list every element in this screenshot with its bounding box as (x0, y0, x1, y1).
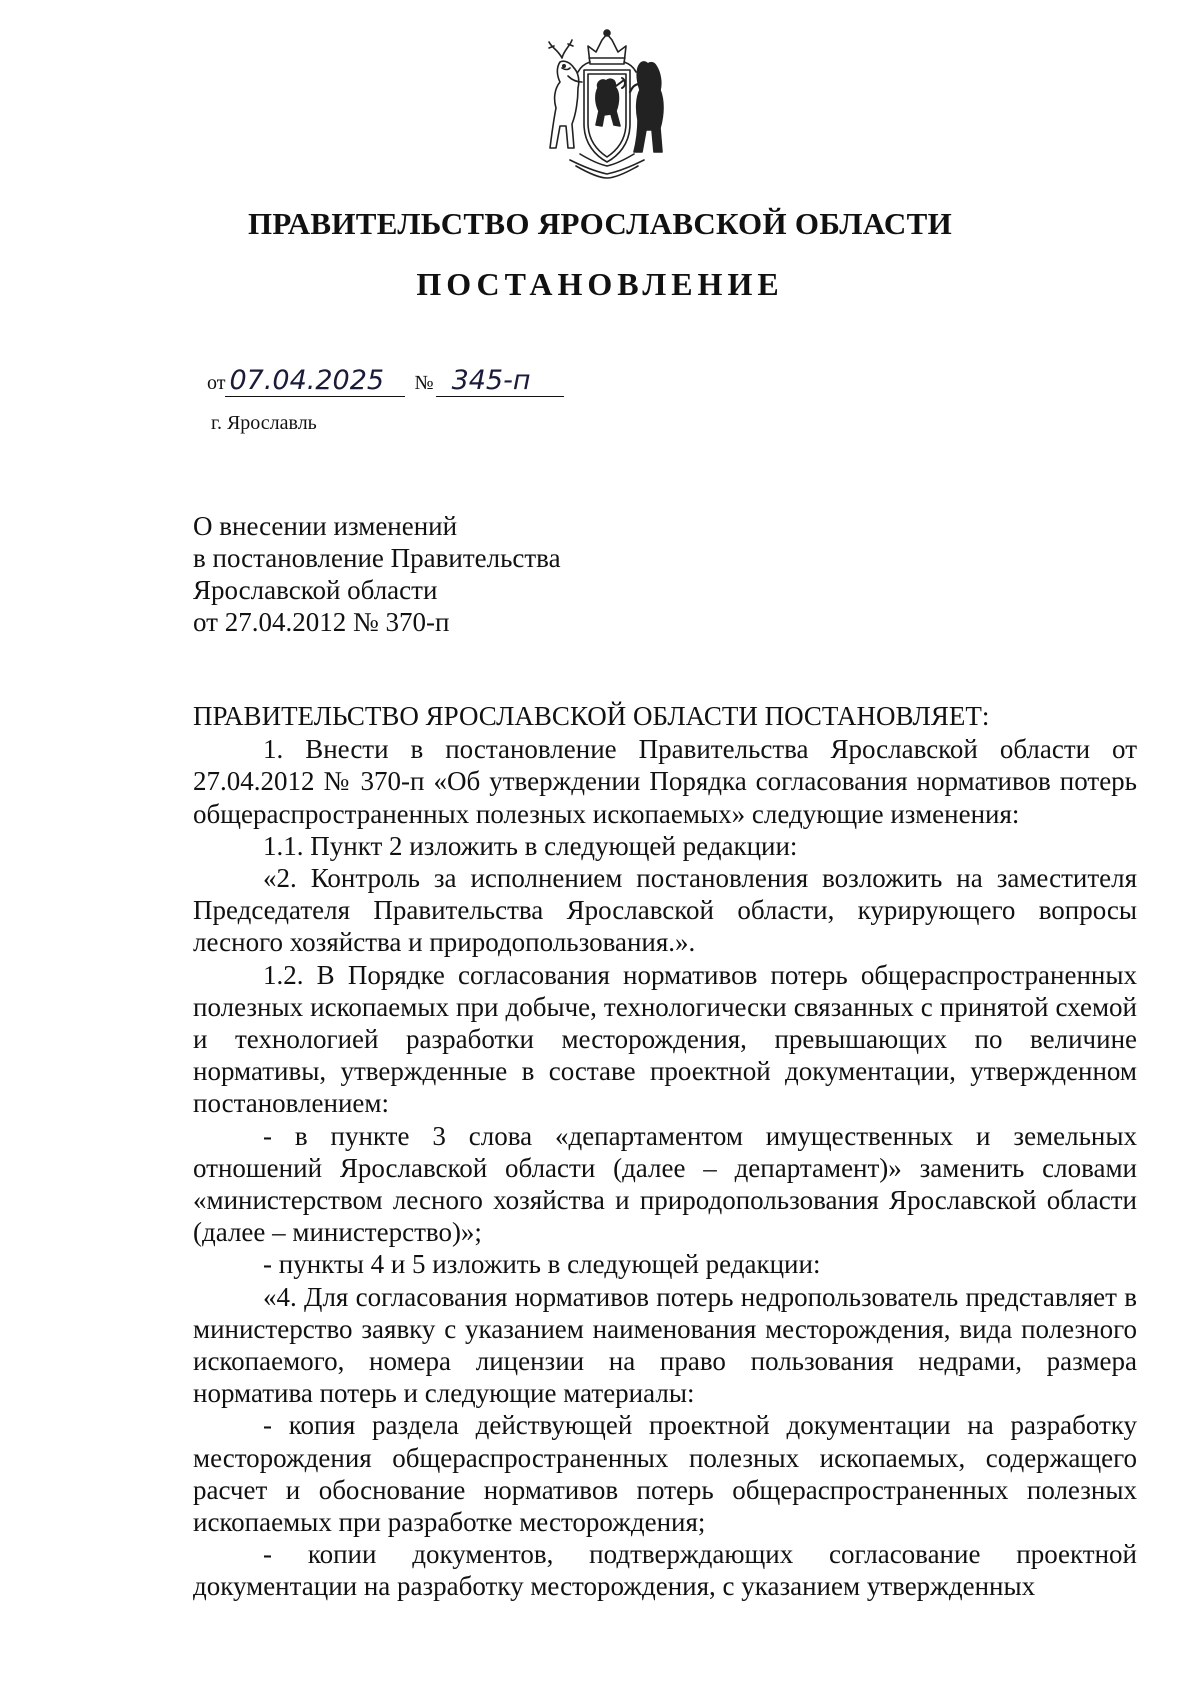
yaroslavl-coat-of-arms-icon (540, 28, 675, 180)
body-paragraph: «2. Контроль за исполнением постановления возложить на заместителя Председателя Правительства Ярославской области, курирующего вопросы лесного хозяйства и природопользования.». (193, 863, 1137, 958)
registration-line (207, 366, 564, 397)
subject-line: О внесении изменений (193, 511, 458, 541)
resolution-body (193, 700, 1137, 1603)
date-value-handwritten: 07.04.2025 (225, 366, 405, 397)
organization-title: ПРАВИТЕЛЬСТВО ЯРОСЛАВСКОЙ ОБЛАСТИ (248, 206, 952, 241)
subject-line: Ярославской области (193, 575, 438, 605)
body-paragraph: - копии документов, подтверждающих согласование проектной документации на разработку месторождения, с указанием утвержденных (193, 1539, 1137, 1602)
body-paragraph: 1. Внести в постановление Правительства Ярославской области от 27.04.2012 № 370-п «Об утверждении Порядка согласования нормативов потерь общераспространенных полезных ископаемых» следующие изменения: (193, 734, 1137, 829)
body-paragraph: - в пункте 3 слова «департаментом имущественных и земельных отношений Ярославской области (далее – департамент)» заменить словами «министерством лесного хозяйства и природопользования Ярославской области (далее – министерство)»; (193, 1120, 1137, 1248)
city-label: г. Ярославль (211, 412, 317, 434)
body-paragraph: - пункты 4 и 5 изложить в следующей редакции: (263, 1249, 821, 1280)
body-paragraph: «4. Для согласования нормативов потерь недропользователь представляет в министерство заявку с указанием наименования месторождения, вида полезного ископаемого, номера лицензии на право пользования недрами, размера норматива потерь и следующие материалы: (193, 1281, 1137, 1409)
body-paragraph: - копия раздела действующей проектной документации на разработку месторождения общераспространенных полезных ископаемых, содержащего расчет и обоснование нормативов потерь общераспространенных полезных ископаемых при разработке месторождения; (193, 1410, 1137, 1538)
document-subject (193, 510, 561, 638)
date-label: от (207, 372, 226, 394)
body-paragraph: 1.1. Пункт 2 изложить в следующей редакции: (263, 830, 798, 861)
body-paragraph: 1.2. В Порядке согласования нормативов потерь общераспространенных полезных ископаемых при добыче, технологически связанных с принятой схемой и технологией разработки месторождения, превышающих по величине нормативы, утвержденные в составе проектной документации, утвержденном постановлением: (193, 959, 1137, 1119)
subject-line: от 27.04.2012 № 370-п (193, 607, 450, 637)
resolution-lead: ПРАВИТЕЛЬСТВО ЯРОСЛАВСКОЙ ОБЛАСТИ ПОСТАНОВЛЯЕТ: (193, 701, 990, 731)
number-label: № (414, 372, 434, 394)
number-value-handwritten: 345-п (436, 366, 564, 397)
subject-line: в постановление Правительства (193, 543, 561, 573)
document-type-heading: ПОСТАНОВЛЕНИЕ (416, 266, 784, 302)
